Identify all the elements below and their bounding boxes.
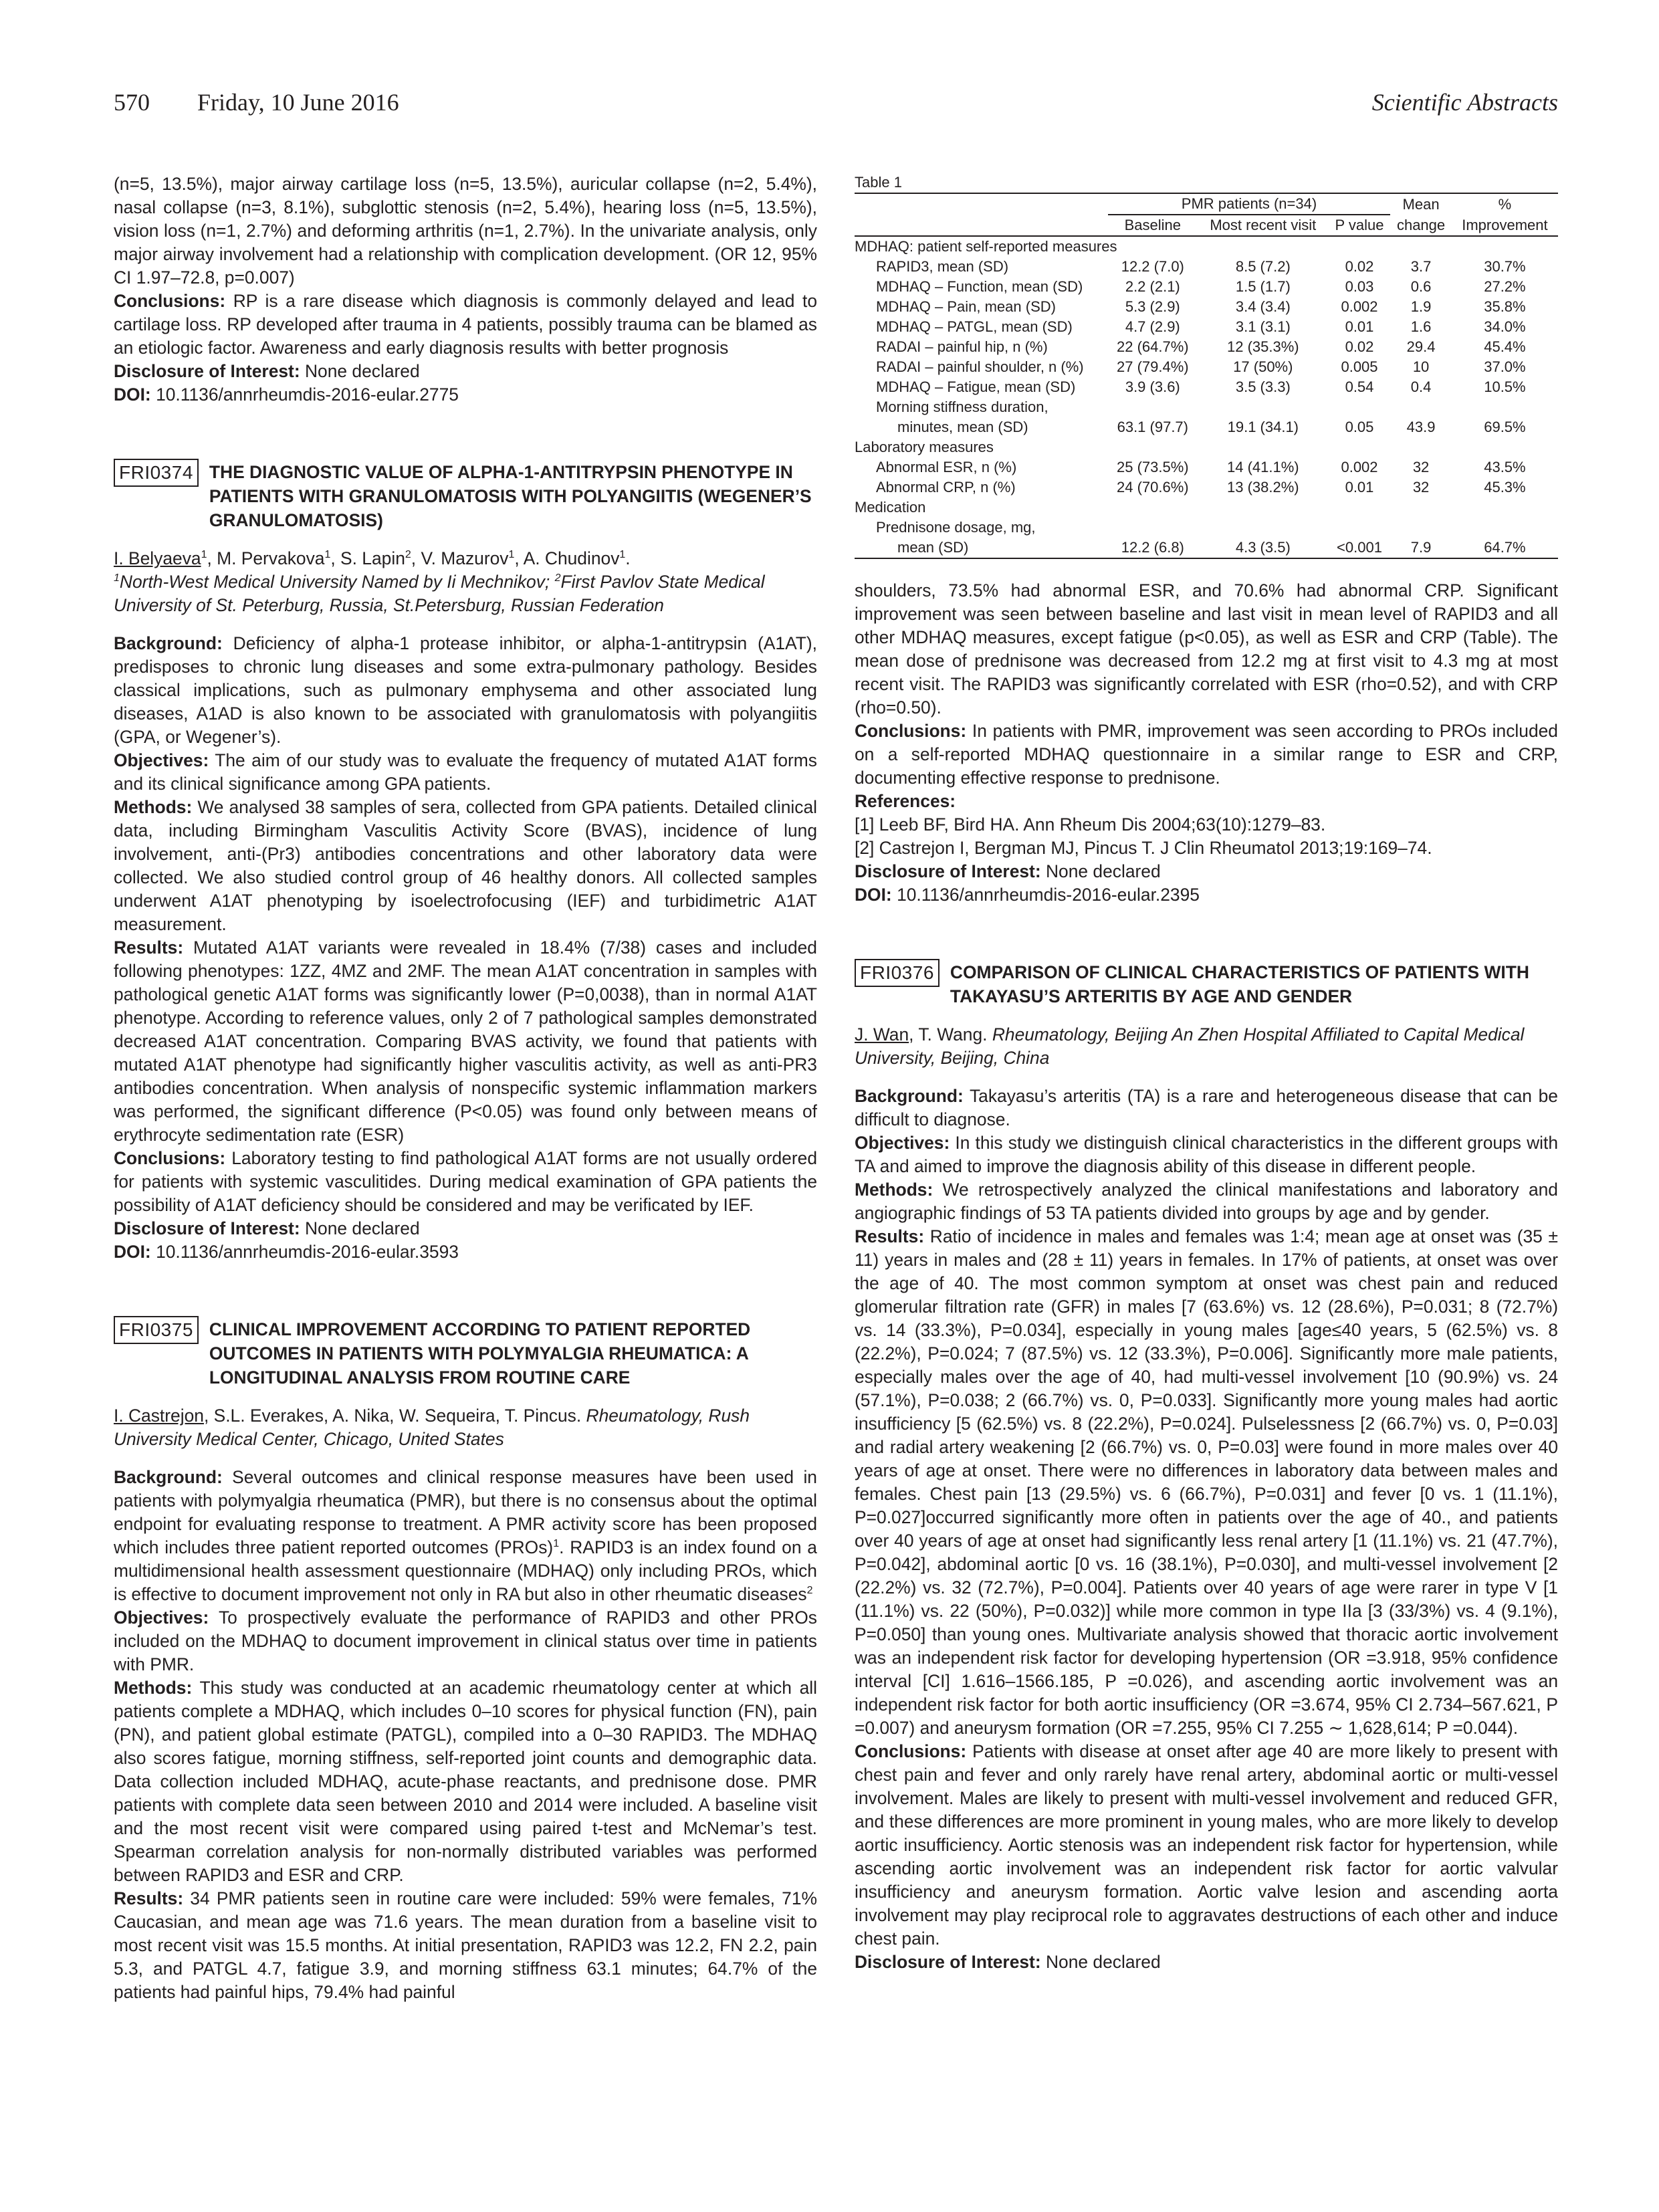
conclusions-paragraph (114, 290, 817, 360)
reference-item: [1] Leeb BF, Bird HA. Ann Rheum Dis 2004;63(10):1279–83. (855, 814, 1326, 835)
table-row: MDHAQ – Function, mean (SD) 2.2 (2.1) 1.5 (1.7) 0.03 0.6 27.2% (876, 278, 1526, 295)
affiliation: Rheumatology, Beijing An Zhen Hospital Affiliated to Capital Medical University, Beijing, China (855, 1024, 1525, 1068)
issue-date: Friday, 10 June 2016 (197, 89, 399, 116)
disclosure-paragraph: Disclosure of Interest: None declared (855, 861, 1161, 881)
col-pct-improvement: Improvement (1452, 215, 1558, 236)
table-row: MDHAQ – Pain, mean (SD) 5.3 (2.9) 3.4 (3.4) 0.002 1.9 35.8% (876, 298, 1526, 315)
abstract-fri0375-continued (855, 579, 1558, 907)
conclusions-paragraph: Conclusions: In patients with PMR, improvement was seen according to PROs included on a self-reported MDHAQ questionnaire in a similar range to ESR and CRP, documenting effective response to prednisone. (855, 721, 1558, 788)
results-paragraph: Results: 34 PMR patients seen in routine care were included: 59% were females, 71% Caucasian, and mean age was 71.6 years. The mean duration from a baseline visit to most recent visit was 15.5 months. At initial presentation, RAPID3 was 12.2, FN 2.2, pain 5.3, and PATGL 4.7, fatigue 3.9, and morning stiffness 63.1 minutes; 64.7% of the patients had painful hips, 79.4% had painful (114, 1888, 817, 2002)
presenting-author: I. Belyaeva (114, 548, 201, 568)
col-baseline: Baseline (1108, 215, 1198, 236)
table-section-header: Laboratory measures (855, 439, 994, 455)
abstract-text: (n=5, 13.5%), major airway cartilage loss (n=5, 13.5%), auricular collapse (n=2, 5.4%), nasal collapse (n=3, 8.1%), subglottic stenosis (n=2, 5.4%), hearing loss (n=5, 13.5%), vision loss (n=1, 2.7%) and deforming arthritis (n=1, 2.7%). In the univariate analysis, only major airway involvement had a relationship with complication development. (OR 12, 95% CI 1.97–72.8, p=0.007) (114, 174, 817, 288)
table-row: RADAI – painful shoulder, n (%) 27 (79.4%) 17 (50%) 0.005 10 37.0% (876, 358, 1526, 375)
table-subheader-row (855, 215, 1558, 236)
table-row: Abnormal CRP, n (%) 24 (70.6%) 13 (38.2%) 0.01 32 45.3% (876, 479, 1526, 495)
conclusions-label: Conclusions: (114, 291, 226, 311)
references-heading: References: (855, 791, 956, 811)
abstract-fri0375 (114, 1316, 817, 2004)
background-paragraph: Background: Deficiency of alpha-1 protease inhibitor, or alpha-1-antitrypsin (A1AT), predisposes to chronic lung diseases and some extra-pulmonary pathology. Besides classical implications, such as pulmonary emphysema and other associated lung diseases, A1AD is also known to be associated with granulomatosis with polyangiitis (GPA, or Wegener’s). (114, 633, 817, 747)
table-row: minutes, mean (SD) 63.1 (97.7) 19.1 (34.1) 0.05 43.9 69.5% (897, 419, 1526, 435)
conclusions-text: RP is a rare disease which diagnosis is commonly delayed and lead to cartilage loss. RP developed after trauma in 4 patients, possibly trauma can be blamed as an etiologic factor. Awareness and early diagnosis results with better prognosis (114, 291, 817, 358)
right-column (855, 173, 1558, 1974)
results-table (855, 193, 1558, 559)
conclusions-paragraph: Conclusions: Patients with disease at onset after age 40 are more likely to present with chest pain and fever and only rarely have renal artery, abdominal aortic or multi-vessel involvement. Males are likely to present with multi-vessel involvement and reduced GFR, and these differences are more prominent in young males, who are more likely to develop aortic insufficiency. Aortic stenosis was an independent risk factor for hypertension, while ascending aortic involvement was an independent risk factor for aortic valvular insufficiency and aneurysm formation. Aortic valve lesion and ascending aorta involvement may play reciprocal role to aggravates destructions of each other and induce chest pain. (855, 1741, 1558, 1949)
doi-paragraph (114, 383, 817, 407)
abstract-id-badge: FRI0374 (114, 459, 199, 487)
disclosure-paragraph (114, 360, 817, 383)
author-list: I. Castrejon, S.L. Everakes, A. Nika, W. Sequeira, T. Pincus. Rheumatology, Rush University Medical Center, Chicago, United States (114, 1406, 750, 1449)
table-section-header: Medication (855, 499, 926, 516)
abstract-title: CLINICAL IMPROVEMENT ACCORDING TO PATIENT REPORTED OUTCOMES IN PATIENTS WITH POLYMYALGIA RHEUMATICA: A LONGITUDINAL ANALYSIS FROM ROUTINE CARE (209, 1319, 751, 1388)
table-row: Prednisone dosage, mg, (876, 519, 1036, 536)
doi-paragraph: DOI: 10.1136/annrheumdis-2016-eular.2395 (855, 885, 1200, 905)
table-row: MDHAQ – Fatigue, mean (SD) 3.9 (3.6) 3.5 (3.3) 0.54 0.4 10.5% (876, 378, 1526, 395)
background-paragraph: Background: Several outcomes and clinical response measures have been used in patients with polymyalgia rheumatica (PMR), but there is no consensus about the optimal endpoint for evaluating response to treatment. A PMR activity score has been proposed which includes three patient reported outcomes (PROs)$^1$. RAPID3 is an index found on a multidimensional health assessment questionnaire (MDHAQ) only including PROs, which is effective to document improvement not only in RA but also in other rheumatic diseases$^2$ (114, 1467, 817, 1604)
background-paragraph: Background: Takayasu’s arteritis (TA) is a rare and heterogeneous disease that can be difficult to diagnose. (855, 1086, 1558, 1129)
author-list: I. Belyaeva$^1$, M. Pervakova$^1$, S. Lapin$^2$, V. Mazurov$^1$, A. Chudinov$^1$. (114, 548, 631, 568)
table-1 (855, 173, 1558, 559)
abstract-title: THE DIAGNOSTIC VALUE OF ALPHA-1-ANTITRYPSIN PHENOTYPE IN PATIENTS WITH GRANULOMATOSIS WITH POLYANGIITIS (WEGENER’S GRANULOMATOSIS) (209, 462, 812, 530)
table-row: Morning stiffness duration, (876, 399, 1048, 415)
disclosure-paragraph: Disclosure of Interest: None declared (114, 1218, 420, 1238)
col-mean-change-top: Mean (1390, 193, 1452, 215)
group-header: PMR patients (n=34) (1108, 193, 1391, 215)
table-row: mean (SD) 12.2 (6.8) 4.3 (3.5) <0.001 7.9 64.7% (855, 538, 1558, 558)
methods-paragraph: Methods: This study was conducted at an academic rheumatology center at which all patients complete a MDHAQ, which includes 0–10 scores for physical function (FN), pain (PN), and patient global estimate (PATGL), compiled into a 0–30 RAPID3. The MDHAQ also scores fatigue, morning stiffness, self-reported joint counts and demographic data. Data collection included MDHAQ, acute-phase reactants, and prednisone dose. PMR patients with complete data seen between 2010 and 2014 were included. A baseline visit and the most recent visit were compared using paired t-test and McNemar’s test. Spearman correlation analysis for non-normally distributed variables was performed between RAPID3 and ESR and CRP. (114, 1678, 818, 1885)
presenting-author: J. Wan (855, 1024, 909, 1044)
affiliation: Rheumatology, Rush University Medical Center, Chicago, United States (114, 1406, 750, 1449)
doi-link[interactable]: 10.1136/annrheumdis-2016-eular.3593 (156, 1242, 459, 1262)
abstract-title: COMPARISON OF CLINICAL CHARACTERISTICS OF PATIENTS WITH TAKAYASU’S ARTERITIS BY AGE AND GENDER (950, 962, 1529, 1006)
abstract-fri0374 (114, 459, 817, 1264)
disclosure-paragraph: Disclosure of Interest: None declared (855, 1952, 1161, 1972)
table-row: RADAI – painful hip, n (%) 22 (64.7%) 12 (35.3%) 0.02 29.4 45.4% (876, 338, 1526, 355)
conclusions-paragraph: Conclusions: Laboratory testing to find pathological A1AT forms are not usually ordered for patients with systemic vasculitides. During medical examination of GPA patients the possibility of A1AT deficiency should be considered and may be verificated by IEF. (114, 1148, 817, 1215)
objectives-paragraph: Objectives: In this study we distinguish clinical characteristics in the different groups with TA and aimed to improve the diagnosis ability of this disease in different people. (855, 1133, 1558, 1176)
objectives-paragraph: Objectives: To prospectively evaluate the performance of RAPID3 and other PROs included on the MDHAQ to document improvement in clinical status over time in patients with PMR. (114, 1608, 817, 1674)
table-row: MDHAQ – PATGL, mean (SD) 4.7 (2.9) 3.1 (3.1) 0.01 1.6 34.0% (876, 318, 1526, 335)
methods-paragraph: Methods: We analysed 38 samples of sera, collected from GPA patients. Detailed clinical data, including Birmingham Vasculitis Activity Score (BVAS), incidence of lung involvement, anti-(Pr3) antibodies concentrations and other laboratory data were collected. We also studied control group of 46 healthy donors. All collected samples underwent A1AT phenotyping by isoelectrofocusing (IEF) and turbidimetric A1AT measurement. (114, 797, 817, 934)
results-paragraph-continued: shoulders, 73.5% had abnormal ESR, and 70.6% had abnormal CRP. Significant improvement was seen between baseline and last visit in mean level of RAPID3 and all other MDHAQ measures, except fatigue (p<0.05), as well as ESR and CRP (Table). The mean dose of prednisone was decreased from 12.2 mg at first visit to 4.3 mg at most recent visit. The RAPID3 was significantly correlated with ESR (rho=0.52), and with CRP (rho=0.50). (855, 580, 1558, 717)
col-pct-top: % (1452, 193, 1558, 215)
doi-link[interactable]: 10.1136/annrheumdis-2016-eular.2775 (156, 384, 459, 405)
abstract-id-badge: FRI0376 (855, 959, 939, 987)
table-header-row (855, 193, 1558, 215)
col-mean-change: change (1390, 215, 1452, 236)
abstract-id-badge: FRI0375 (114, 1316, 199, 1344)
page-number: 570 (114, 89, 150, 116)
affiliations: $^1$North-West Medical University Named by Ii Mechnikov; $^2$First Pavlov State Medical University of St. Peterburg, Russia, St.Petersburg, Russian Federation (114, 572, 765, 615)
col-recent: Most recent visit (1198, 215, 1329, 236)
abstract-fri0376 (855, 959, 1558, 1974)
table-row: Abnormal ESR, n (%) 25 (73.5%) 14 (41.1%) 0.002 32 43.5% (876, 459, 1526, 475)
disclosure-text: None declared (304, 361, 420, 381)
reference-item: [2] Castrejon I, Bergman MJ, Pincus T. J Clin Rheumatol 2013;19:169–74. (855, 838, 1432, 858)
table-caption: Table 1 (855, 174, 902, 191)
abstract-header (114, 1316, 817, 1390)
doi-link[interactable]: 10.1136/annrheumdis-2016-eular.2395 (897, 885, 1200, 905)
continued-abstract (114, 173, 817, 407)
doi-paragraph: DOI: 10.1136/annrheumdis-2016-eular.3593 (114, 1242, 459, 1262)
results-paragraph: Results: Mutated A1AT variants were revealed in 18.4% (7/38) cases and included following phenotypes: 1ZZ, 4MZ and 2MF. The mean A1AT concentration in samples with pathological genetic A1AT forms was significantly lower (P=0,0038), than in normal A1AT phenotype. According to reference values, only 2 of 7 pathological samples demonstrated decreased A1AT concentration. Comparing BVAS activity, we found that patients with mutated A1AT phenotype had significantly higher vasculitis activity, as well as anti-PR3 antibodies concentration. When analysis of nonspecific systemic inflammation markers was performed, the significant difference (P<0.05) was found only between means of erythrocyte sedimentation rate (ESR) (114, 937, 817, 1145)
objectives-paragraph: Objectives: The aim of our study was to evaluate the frequency of mutated A1AT forms and its clinical significance among GPA patients. (114, 750, 817, 794)
abstract-header (855, 959, 1558, 1008)
presenting-author: I. Castrejon (114, 1406, 204, 1426)
methods-paragraph: Methods: We retrospectively analyzed the clinical manifestations and laboratory and angiographic findings of 53 TA patients divided into groups by age and by gender. (855, 1180, 1558, 1223)
left-column (114, 173, 817, 2004)
journal-section: Scientific Abstracts (1371, 89, 1558, 116)
doi-label: DOI: (114, 384, 151, 405)
results-paragraph: Results: Ratio of incidence in males and females was 1:4; mean age at onset was (35 ± 11) years in males and (28 ± 11) years in females. In 17% of patients, at onset was over the age of 40. The most common symptom at onset was chest pain and reduced glomerular filtration rate (GFR) in males [7 (63.6%) vs. 12 (28.6%), P=0.031; 8 (72.7%) vs. 14 (33.3%), P=0.034], especially in young males [age≤40 years, 5 (62.5%) vs. 8 (22.2%), P=0.024; 7 (87.5%) vs. 12 (33.3%), P=0.006]. Significantly more male patients, especially males over the age of 40, had multi-vessel involvement [10 (90.9%) vs. 24 (57.1%), P=0.038; 2 (66.7%) vs. 0, P=0.033]. Significantly more young males had aortic insufficiency [5 (62.5%) vs. 8 (22.2%), P=0.024]. Pulselessness [2 (66.7%) vs. 0, P=0.03] and radial artery weakening [2 (66.7%) vs. 0, P=0.03] were found in more males over 40 years of age at onset. There were no differences in laboratory data between males and females. Chest pain [13 (29.5%) vs. 6 (66.7%), P=0.031] and fever [0 vs. 1 (11.1%), P=0.027]occurred significantly more often in patients over the age of 40., and patients over 40 years of age at onset had significantly less renal artery [1 (11.1%) vs. 21 (47.7%), P=0.042], abdominal aortic [0 vs. 16 (38.1%), P=0.030], and multi-vessel involvement [2 (22.2%) vs. 32 (72.7%), P=0.004]. Patients over 40 years of age were rarer in type V [1 (11.1%) vs. 22 (50%), P=0.032)] while more common in type IIa [3 (33/3%) vs. 4 (9.1%), P=0.050] than young ones. Multivariate analysis showed that thoracic aortic involvement was an independent risk factor for developing hypertension (OR =3.918, 95% confidence interval [CI] 1.616–1566.185, P =0.026), and ascending aortic involvement was an independent risk factor for both aortic insufficiency (OR =3.674, 95% CI 2.734–567.621, P =0.007) and aneurysm formation (OR =7.255, 95% CI 7.255 ∼ 1,628,614; P =0.044). (855, 1226, 1558, 1738)
abstract-header (114, 459, 817, 532)
table-row: RAPID3, mean (SD) 12.2 (7.0) 8.5 (7.2) 0.02 3.7 30.7% (876, 258, 1526, 275)
running-head (114, 88, 1558, 128)
col-pvalue: P value (1329, 215, 1391, 236)
disclosure-label: Disclosure of Interest: (114, 361, 300, 381)
table-section-header: MDHAQ: patient self-reported measures (855, 238, 1117, 255)
author-list: J. Wan, T. Wang. Rheumatology, Beijing An Zhen Hospital Affiliated to Capital Medical University, Beijing, China (855, 1024, 1525, 1068)
